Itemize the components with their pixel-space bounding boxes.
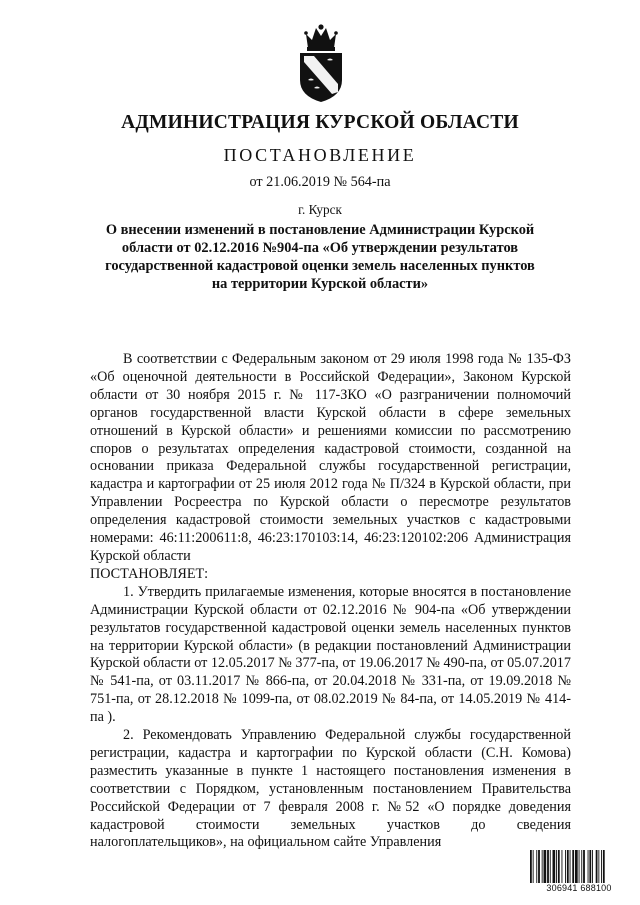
barcode-bar — [575, 850, 578, 883]
barcode-icon — [530, 850, 628, 883]
barcode-bar — [542, 850, 543, 883]
barcode-bar — [581, 850, 582, 883]
barcode-bar — [596, 850, 598, 883]
barcode-bar — [589, 850, 591, 883]
barcode-bar — [536, 850, 537, 883]
barcode-bar — [583, 850, 585, 883]
barcode-bar — [533, 850, 534, 883]
barcode-bar — [556, 850, 557, 883]
item-2-paragraph: 2. Рекомендовать Управлению Федеральной службы государственной регистрации, кадастра и картографии по Курской области (С.Н. Комова) разместить указанные в пункте 1 настоящего постановления изменения в соответствии с Порядком, установленным постановлением Правительства Российской Федерации от 7 февраля 2008 г. №52 «О порядке доведения кадастровой стоимости земельных участков до сведения налогоплательщиков», на официальном сайте Управления — [90, 727, 571, 851]
barcode-bar — [579, 850, 580, 883]
barcode-number: 306941 688100 — [546, 883, 612, 893]
organization-title: АДМИНИСТРАЦИЯ КУРСКОЙ ОБЛАСТИ — [121, 112, 519, 133]
coat-of-arms-icon — [294, 22, 348, 104]
barcode-bar — [530, 850, 532, 883]
barcode-bar — [603, 850, 605, 883]
barcode-bar — [572, 850, 574, 883]
document-body — [90, 351, 571, 852]
barcode-bar — [538, 850, 540, 883]
document-city: г. Курск — [298, 202, 342, 217]
barcode-bar — [558, 850, 560, 883]
resolves-heading: ПОСТАНОВЛЯЕТ: — [90, 565, 209, 582]
barcode-bar — [550, 850, 551, 883]
barcode-bar — [547, 850, 549, 883]
preamble-paragraph: В соответствии с Федеральным законом от 29 июля 1998 года № 135-ФЗ «Об оценочной деятельности в Российской Федерации», Законом Курской области от 30 ноября 2015 г. № 117-ЗКО «О разграничении полномочий органов государственной власти Курской области в сфере земельных отношений в Курской области» и решениями комиссии по рассмотрению споров о результатах определения кадастровой стоимости, созданной на основании приказа Федеральной службы государственной регистрации, кадастра и картографии от 25 июля 2012 года № П/324 в Курской области, при Управлении Росреестра по Курской области о пересмотре результатов определения кадастровой стоимости земельных участков с кадастровыми номерами: 46:11:200611:8, 46:23:170103:14, 46:23:120102:206 Администрация Курской области — [90, 351, 571, 564]
barcode-bar — [565, 850, 566, 883]
barcode-bar — [588, 850, 589, 883]
document-barcode — [530, 850, 628, 895]
barcode-bar — [601, 850, 602, 883]
item-1-paragraph: 1. Утвердить прилагаемые изменения, которые вносятся в постановление Администрации Курской области от 02.12.2016 № 904-па «Об утверждении результатов государственной кадастровой оценки земель населенных пунктов на территории Курской области» (в редакции постановлений Администрации Курской области от 12.05.2017 № 377-па, от 19.06.2017 № 490-па, от 05.07.2017 № 541-па, от 03.11.2017 № 866-па, от 20.04.2018 № 331-па, от 19.09.2018 № 751-па, от 28.12.2018 № 1099-па, от 08.02.2019 № 84-па, от 14.05.2019 № 414-па ). — [90, 583, 571, 726]
barcode-bar — [562, 850, 563, 883]
document-date-number: от 21.06.2019 № 564-па — [249, 174, 391, 190]
barcode-bar — [598, 850, 599, 883]
barcode-bar — [544, 850, 547, 883]
barcode-bar — [567, 850, 569, 883]
barcode-bar — [570, 850, 571, 883]
document-subject: О внесении изменений в постановление Администрации Курской области от 02.12.2016 №904-па «Об утверждении результатов государственной кадастровой оценки земель населенных пунктов на территории Курской области» — [105, 222, 535, 292]
document-type: ПОСТАНОВЛЕНИЕ — [223, 145, 417, 165]
barcode-bar — [553, 850, 556, 883]
barcode-bar — [592, 850, 593, 883]
